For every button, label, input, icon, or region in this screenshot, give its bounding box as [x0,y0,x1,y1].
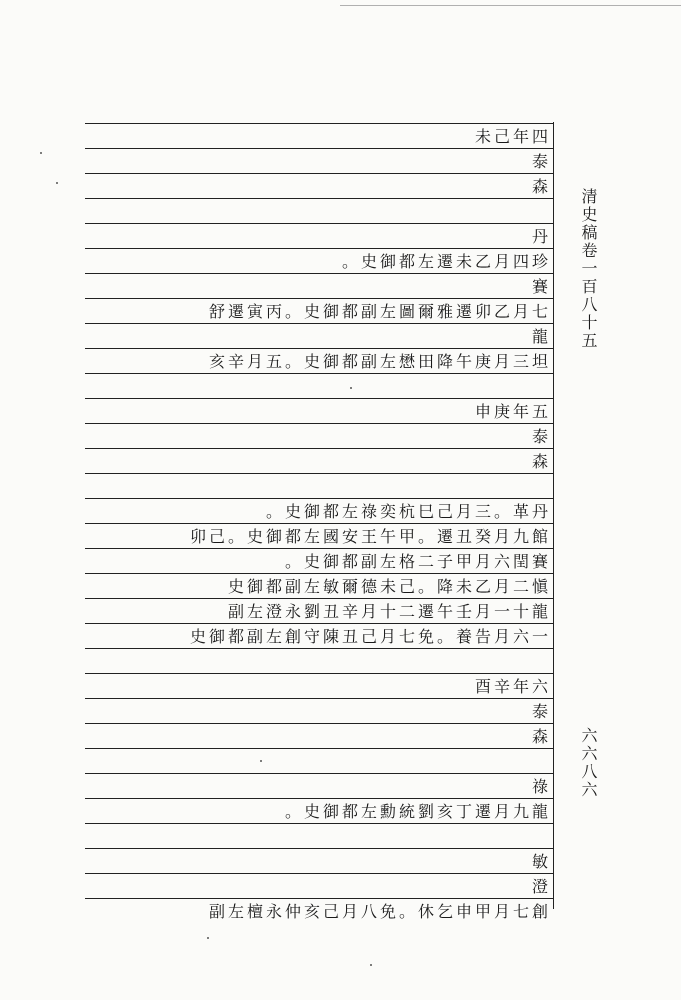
table-row: 森 [531,452,551,471]
year-heading: 四年己未 [474,127,551,146]
top-rule [340,5,681,6]
scan-speck [207,937,209,939]
table-row: 龍 [531,327,551,346]
table-row: 一六月告養。免七月己丑陳守創左副都御史 [189,627,551,646]
table-row: 龍十一月壬午遷二十月辛丑劉永澄左副 [227,602,551,621]
table-row: 創七月甲申乞休。免八月己亥仲永檀左副 [208,902,551,921]
table-row [85,825,551,849]
scan-speck [370,964,372,966]
year-heading: 五年庚申 [474,402,551,421]
margin-title: 清史稿卷一百八十五 [579,188,598,350]
table-row: 森 [531,177,551,196]
table-row: 珍四月乙未遷左都御史。 [341,252,551,271]
table-row: 泰 [531,152,551,171]
table-row: 森 [531,727,551,746]
table-row: 賽閏六月甲子二格左副都御史。 [284,552,551,571]
scan-speck [350,387,352,389]
table-row: 龍九月遷丁亥劉統勳左都御史。 [284,802,551,821]
year-heading: 六年辛酉 [474,677,551,696]
scan-speck [56,182,58,184]
table-row: 賽 [531,277,551,296]
table-row: 館九月癸丑遷。甲午王安國左都御史。己卯 [189,527,551,546]
table-row: 丹革。三月己巳杭奕祿左都御史。 [265,502,551,521]
table-row: 澄 [531,877,551,896]
table-row: 丹 [531,227,551,246]
scan-speck [40,152,42,154]
table-row: 坦三月庚午降田懋左副都御史。五月辛亥 [208,352,551,371]
table-row: 泰 [531,427,551,446]
table-row: 祿 [531,777,551,796]
table-row: 愼二月乙未降。己未德爾敏左副都御史 [227,577,551,596]
table-row: 泰 [531,702,551,721]
table-row [85,200,551,224]
table-row [85,475,551,499]
scan-speck [260,760,262,762]
table-row: 敏 [531,852,551,871]
page-number: 六六八六 [579,727,598,799]
table-row [85,750,551,774]
table-row: 七月乙卯遷雅爾圖左副都御史。丙寅遷舒 [208,302,551,321]
table-right-border [553,122,554,909]
